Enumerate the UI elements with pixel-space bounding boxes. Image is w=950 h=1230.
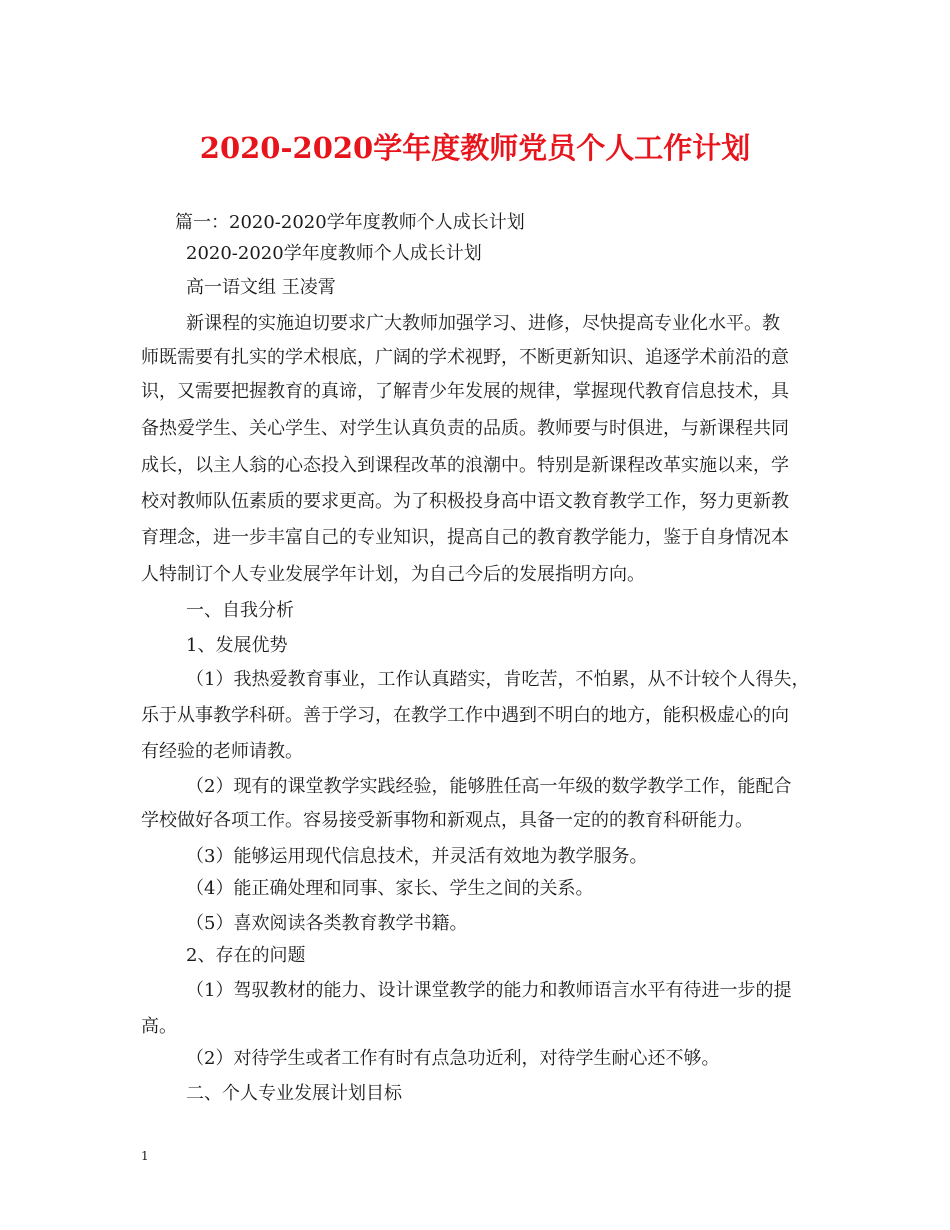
- paragraph-line: 师既需要有扎实的学术根底，广阔的学术视野，不断更新知识、追逐学术前沿的意: [141, 347, 789, 368]
- paragraph-line: （1）驾驭教材的能力、设计课堂教学的能力和教师语言水平有待进一步的提: [186, 980, 792, 1001]
- paragraph-line: 育理念，进一步丰富自己的专业知识，提高自己的教育教学能力，鉴于自身情况本: [141, 527, 789, 548]
- section-heading: 二、个人专业发展计划目标: [186, 1083, 402, 1104]
- author-line: 高一语文组 王凌霄: [186, 277, 336, 298]
- paragraph-line: 成长，以主人翁的心态投入到课程改革的浪潮中。特别是新课程改革实施以来，学: [141, 455, 789, 476]
- section-heading-part-one: 篇一：2020-2020学年度教师个人成长计划: [175, 212, 525, 233]
- paragraph-line: （2）现有的课堂教学实践经验，能够胜任高一年级的数学教学工作，能配合: [186, 776, 792, 797]
- paragraph-line: 学校做好各项工作。容易接受新事物和新观点，具备一定的的教育科研能力。: [141, 810, 753, 831]
- subsection-heading: 1、发展优势: [186, 635, 288, 656]
- paragraph-line: 校对教师队伍素质的要求更高。为了积极投身高中语文教育教学工作，努力更新教: [141, 491, 789, 512]
- paragraph-line: 高。: [141, 1016, 177, 1037]
- paragraph-line: 识，又需要把握教育的真谛，了解青少年发展的规律，掌握现代教育信息技术，具: [141, 381, 789, 402]
- subtitle-line: 2020-2020学年度教师个人成长计划: [186, 243, 482, 264]
- paragraph-line: 有经验的老师请教。: [141, 741, 303, 762]
- page-number: 1: [141, 1149, 149, 1163]
- paragraph-line: （1）我热爱教育事业，工作认真踏实，肯吃苦，不怕累，从不计较个人得失，: [186, 669, 810, 690]
- paragraph-line: 人特制订个人专业发展学年计划，为自己今后的发展指明方向。: [141, 564, 645, 585]
- list-item: （2）对待学生或者工作有时有点急功近利，对待学生耐心还不够。: [186, 1048, 720, 1069]
- list-item: （5）喜欢阅读各类教育教学书籍。: [186, 913, 468, 934]
- paragraph-line: 乐于从事教学科研。善于学习，在教学工作中遇到不明白的地方，能积极虚心的向: [141, 705, 789, 726]
- list-item: （4）能正确处理和同事、家长、学生之间的关系。: [186, 878, 594, 899]
- section-heading: 一、自我分析: [186, 600, 294, 621]
- paragraph-line: 备热爱学生、关心学生、对学生认真负责的品质。教师要与时俱进，与新课程共同: [141, 418, 789, 439]
- paragraph-line: 新课程的实施迫切要求广大教师加强学习、进修，尽快提高专业化水平。教: [186, 313, 780, 334]
- document-title: 2020-2020学年度教师党员个人工作计划: [199, 131, 751, 165]
- list-item: （3）能够运用现代信息技术，并灵活有效地为教学服务。: [186, 846, 648, 867]
- subsection-heading: 2、存在的问题: [186, 945, 306, 966]
